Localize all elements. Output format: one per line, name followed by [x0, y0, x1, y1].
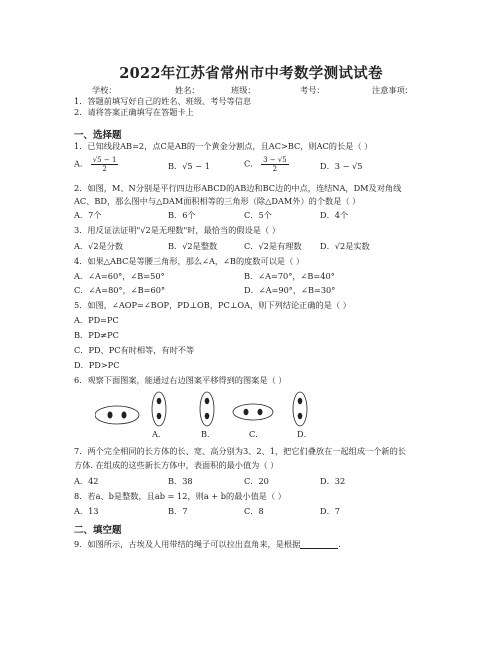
q8-option-d: D．7 — [320, 506, 340, 516]
field-id: 考号： — [300, 85, 325, 95]
exam-title: 2022年江苏省常州市中考数学测试试卷 — [119, 65, 383, 82]
q2-option-c: C．5个 — [244, 210, 272, 220]
q4-option-d: D．∠A=90°，∠B=30° — [244, 285, 336, 295]
q2-option-a: A．7个 — [74, 210, 102, 220]
q3-option-a: A．√2是分数 — [74, 241, 124, 251]
q6-option-a-pattern — [152, 392, 166, 426]
q5-option-a: A．PD=PC — [74, 315, 119, 325]
q6-label-d: D． — [297, 429, 312, 439]
q9-end: . — [338, 539, 341, 549]
q3-option-c: C．√2是有理数 — [244, 241, 302, 251]
q6-label-c: C． — [249, 429, 264, 439]
q2-line-1: 2．如图，M、N分别是平行四边形ABCD的AB边和BC边的中点，连结NA，DM及对角线 — [74, 183, 402, 193]
q3-option-b: B．√2是整数 — [168, 241, 218, 251]
q1-option-a-den: 2 — [102, 165, 107, 173]
q2-option-b: B．6个 — [168, 210, 196, 220]
q7-option-d: D．32 — [320, 476, 346, 486]
q1-option-a-fraction — [91, 156, 119, 173]
q4-stem: 4．如果△ABC是等腰三角形，那么∠A，∠B的度数可以是（ ） — [74, 256, 305, 266]
q1-option-d-text: 3 − √5 — [334, 161, 363, 171]
q1-option-c-fraction — [261, 156, 289, 173]
q1-option-a — [74, 156, 118, 173]
q1-option-b-text: √5 − 1 — [182, 161, 210, 171]
q9-stem: 9．如图所示，古埃及人用带结的绳子可以拉出直角来，是根据 — [74, 539, 301, 549]
q7-option-b: B．38 — [168, 476, 193, 486]
q7-line-2: 方体. 在组成的这些新长方体中，表面积的最小值为（ ） — [74, 460, 279, 470]
q8-option-a: A．13 — [74, 506, 99, 516]
q1-option-a-num: √5 − 1 — [92, 156, 117, 164]
q3-stem: 3．用反证法证明"√2是无理数"时，最恰当的假设是（ ） — [74, 225, 280, 235]
note-2: 2．请将答案正确填写在答题卡上 — [74, 107, 194, 117]
q1-option-a-label: A． — [74, 158, 89, 169]
q6-option-c-pattern — [233, 404, 273, 420]
field-school: 学校： — [92, 85, 117, 95]
q6-label-b: B． — [201, 429, 216, 439]
q1-option-b-label: B． — [168, 161, 183, 171]
q5-option-d: D．PD>PC — [74, 360, 120, 370]
q4-option-b: B．∠A=70°，∠B=40° — [244, 271, 335, 281]
field-notes: 注意事项： — [372, 85, 413, 95]
q1-option-c-label: C． — [244, 158, 259, 169]
section-choice-heading: 一、选择题 — [74, 130, 122, 141]
q6-reference-pattern — [95, 406, 139, 424]
q7-option-c: C．20 — [244, 476, 269, 486]
field-class: 班级： — [231, 85, 256, 95]
q8-stem: 8．若a、b是整数，且ab = 12，则a + b的最小值是（ ） — [74, 491, 286, 501]
q9-line — [74, 539, 341, 549]
q1-option-d-label: D． — [320, 161, 335, 171]
q4-option-a: A．∠A=60°，∠B=50° — [74, 271, 165, 281]
q9-answer-blank — [300, 539, 338, 549]
q5-option-c: C．PD、PC有时相等，有时不等 — [74, 345, 195, 355]
q6-label-a: A． — [152, 429, 167, 439]
q8-option-b: B．7 — [168, 506, 188, 516]
q6-option-b-pattern — [200, 392, 214, 426]
q6-stem: 6．观察下面图案，能通过右边图案平移得到的图案是（ ） — [74, 375, 287, 385]
q3-option-d: D．√2是实数 — [320, 241, 370, 251]
q6-option-d-pattern — [293, 392, 307, 426]
q1-option-d — [320, 161, 362, 171]
q2-line-2: AC、BD，那么图中与△DAM面积相等的三角形（除△DAM外）的个数是（ ） — [74, 196, 361, 206]
q1-option-c-den: 2 — [272, 165, 278, 173]
q7-line-1: 7．两个完全相同的长方体的长、宽、高分别为3、2、1，把它们叠放在一起组成一个新的长 — [74, 446, 406, 456]
q2-option-d: D．4个 — [320, 210, 349, 220]
field-name: 姓名： — [175, 85, 200, 95]
q5-stem: 5．如图，∠AOP=∠BOP，PD⊥OB，PC⊥OA，则下列结论正确的是（ ） — [74, 300, 351, 310]
note-1: 1．答题前填写好自己的姓名、班级、考号等信息 — [74, 96, 252, 106]
q5-option-b: B．PD≠PC — [74, 330, 119, 340]
q4-option-c: C．∠A=80°，∠B=60° — [74, 285, 166, 295]
q8-option-c: C．8 — [244, 506, 264, 516]
q7-option-a: A．42 — [74, 476, 99, 486]
q1-option-c — [244, 156, 289, 173]
q1-option-c-num: 3 − √5 — [263, 156, 287, 164]
q1-option-b — [168, 161, 210, 171]
q1-stem: 1．已知线段AB=2，点C是AB的一个黄金分割点，且AC>BC，则AC的长是（ ） — [74, 141, 373, 151]
section-fill-heading: 二、填空题 — [74, 525, 122, 536]
